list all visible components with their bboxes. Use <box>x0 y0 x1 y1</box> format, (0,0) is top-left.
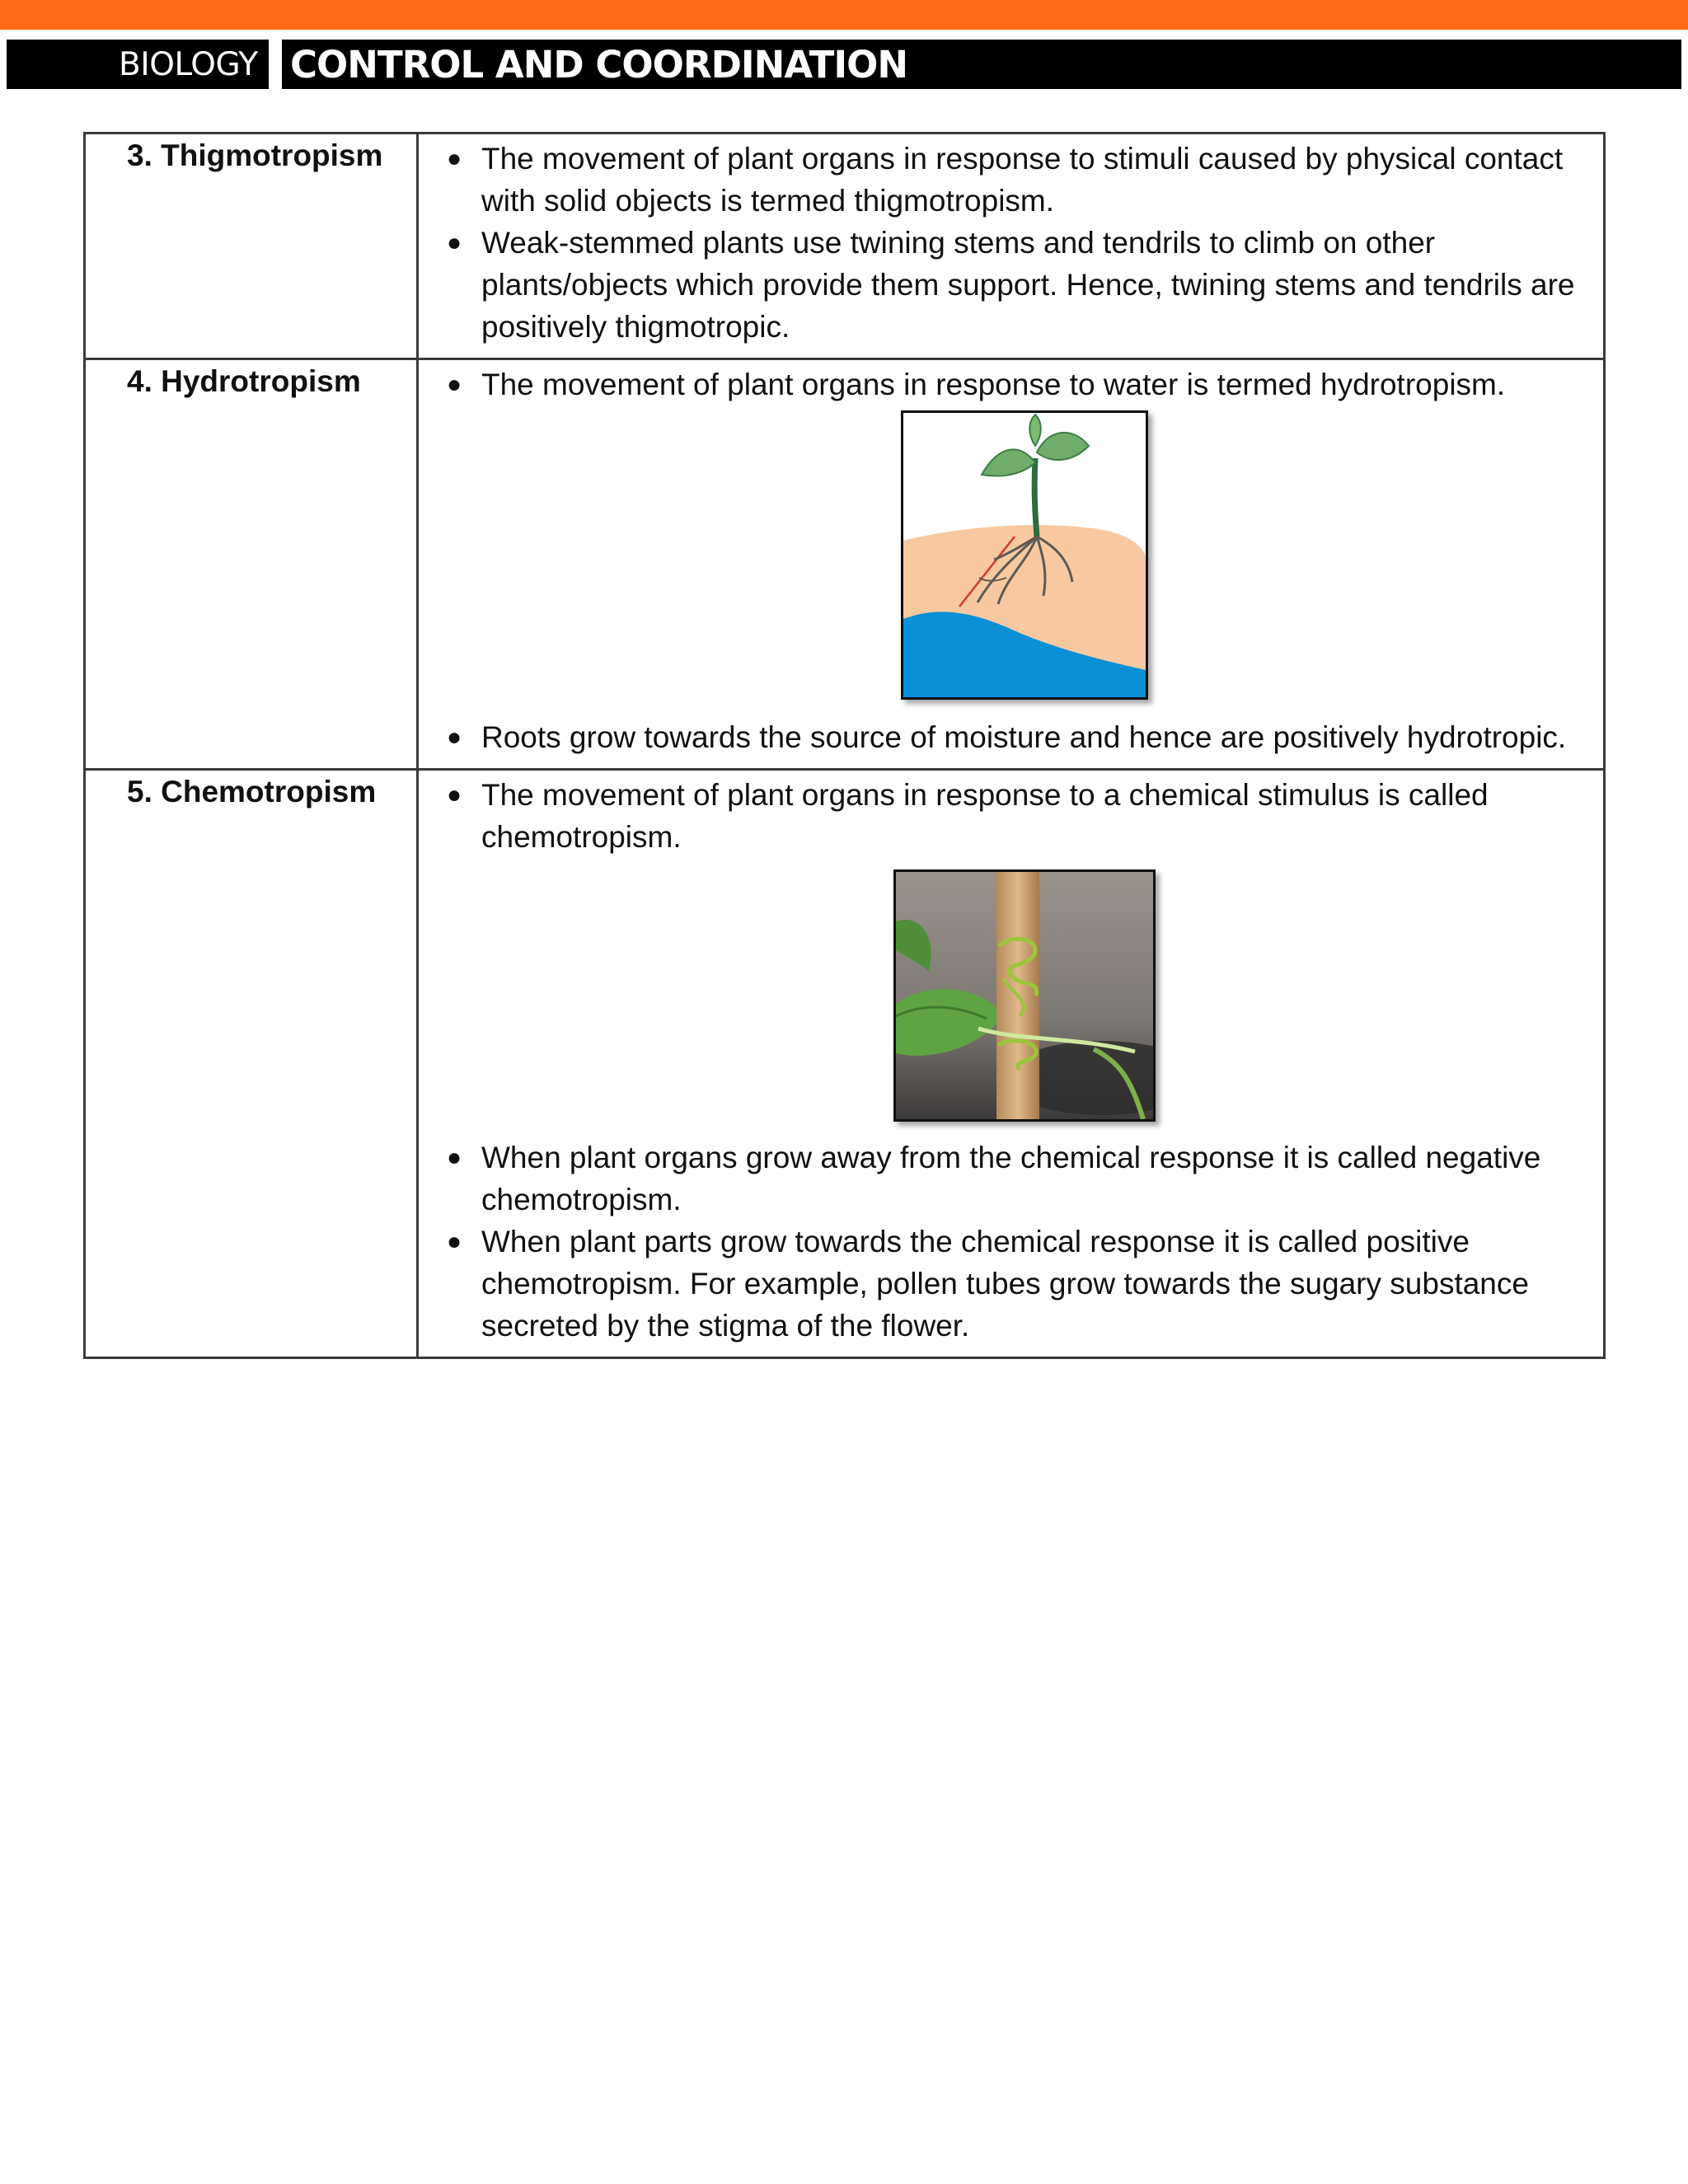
tendril-on-stick-icon <box>896 872 1153 1119</box>
list-item <box>447 222 1588 348</box>
seedling-roots-water-icon <box>903 413 1146 697</box>
table-row-hydrotropism <box>85 359 1605 770</box>
list-item-text: When plant organs grow away from the chemical response it is called negative chemotropism. <box>481 1141 1541 1216</box>
bullet-list <box>419 138 1588 348</box>
table-row-chemotropism <box>85 770 1605 1358</box>
term-label: 3. Thigmotropism <box>127 138 383 172</box>
bullet-icon: ● <box>447 371 462 398</box>
list-item <box>447 363 1588 405</box>
hydrotropism-figure <box>419 405 1588 700</box>
bullet-list <box>419 363 1588 405</box>
list-item-text: When plant parts grow towards the chemical response it is called positive chemotropism. For example, pollen tubes grow towards the sugary substance secreted by the stigma of the flower. <box>481 1225 1529 1343</box>
term-label: 4. Hydrotropism <box>127 364 361 398</box>
list-item-text: Weak-stemmed plants use twining stems and tendrils to climb on other plants/objects which provide them support. Hence, twining stems and tendrils are positively thigmotropic. <box>481 226 1575 344</box>
tropism-table <box>83 132 1606 1359</box>
list-item-text: The movement of plant organs in response to stimuli caused by physical contact with solid objects is termed thigmotropism. <box>481 142 1564 218</box>
bullet-icon: ● <box>447 781 462 808</box>
chapter-title: CONTROL AND COORDINATION <box>290 43 908 87</box>
description-cell <box>418 359 1605 770</box>
page-header <box>7 40 1681 89</box>
term-cell <box>85 134 418 359</box>
list-item <box>447 716 1588 758</box>
bullet-icon: ● <box>447 724 462 751</box>
bullet-icon: ● <box>447 229 462 256</box>
term-cell <box>85 359 418 770</box>
list-item-text: The movement of plant organs in response to a chemical stimulus is called chemotropism. <box>481 778 1489 854</box>
table-row-thigmotropism <box>85 134 1605 359</box>
chemotropism-figure <box>419 858 1588 1122</box>
list-item-text: The movement of plant organs in response to water is termed hydrotropism. <box>481 368 1506 401</box>
description-cell <box>418 770 1605 1358</box>
header-divider <box>269 40 282 89</box>
bullet-icon: ● <box>447 145 462 172</box>
description-cell <box>418 134 1605 359</box>
tendril-photo <box>893 869 1156 1122</box>
list-item <box>447 774 1588 858</box>
bullet-icon: ● <box>447 1144 462 1171</box>
list-item <box>447 138 1588 222</box>
list-item <box>447 1137 1588 1221</box>
term-cell <box>85 770 418 1358</box>
bullet-list <box>419 1137 1588 1347</box>
top-accent-bar <box>0 0 1688 30</box>
bullet-list <box>419 774 1588 858</box>
subject-label: BIOLOGY <box>119 46 258 83</box>
list-item <box>447 1221 1588 1347</box>
bullet-list <box>419 716 1588 758</box>
hydrotropism-illustration <box>901 410 1148 700</box>
bullet-icon: ● <box>447 1228 462 1255</box>
term-label: 5. Chemotropism <box>127 775 377 808</box>
list-item-text: Roots grow towards the source of moisture and hence are positively hydrotropic. <box>481 720 1567 754</box>
